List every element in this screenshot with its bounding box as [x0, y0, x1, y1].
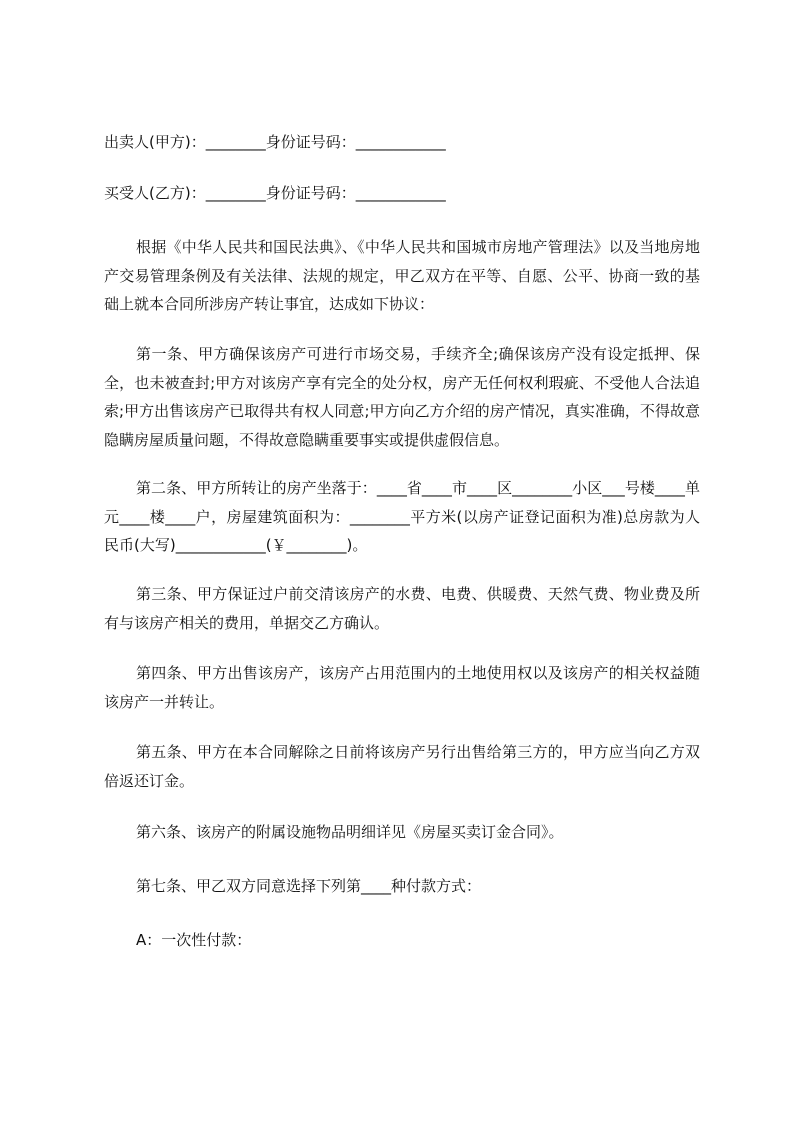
article-7-paragraph: 第七条、甲乙双方同意选择下列第____种付款方式： — [136, 877, 482, 895]
article-6-paragraph: 第六条、该房产的附属设施物品明细详见《房屋买卖订金合同》。 — [136, 823, 564, 841]
option-a-line: A：一次性付款： — [136, 931, 252, 949]
article-4-paragraph: 第四条、甲方出售该房产，该房产占用范围内的土地使用权以及该房产的相关权益随该房产一并转让。 — [104, 664, 700, 711]
seller-line: 出卖人(甲方)：________身份证号码：____________ — [104, 133, 446, 151]
article-3-paragraph: 第三条、甲方保证过户前交清该房产的水费、电费、供暖费、天然气费、物业费及所有与该房产相关的费用，单据交乙方确认。 — [104, 585, 700, 632]
buyer-line: 买受人(乙方)：________身份证号码：____________ — [104, 184, 446, 202]
article-5-paragraph: 第五条、甲方在本合同解除之日前将该房产另行出售给第三方的，甲方应当向乙方双倍返还订金。 — [104, 743, 700, 790]
preamble-paragraph: 根据《中华人民共和国民法典》、《中华人民共和国城市房地产管理法》以及当地房地产交易管理条例及有关法律、法规的规定，甲乙双方在平等、自愿、公平、协商一致的基础上就本合同所涉房产转让事宜，达成如下协议： — [104, 238, 700, 313]
article-2-paragraph: 第二条、甲方所转让的房产坐落于：____省____市____区________小区___号楼____单元____楼____户，房屋建筑面积为：________平方米(以房产证登记面积为准)总房款为人民币(大写)____________(￥________)。 — [104, 479, 700, 554]
article-1-paragraph: 第一条、甲方确保该房产可进行市场交易，手续齐全;确保该房产没有设定抵押、保全，也未被查封;甲方对该房产享有完全的处分权，房产无任何权利瑕疵、不受他人合法追索;甲方出售该房产已取得共有权人同意;甲方向乙方介绍的房产情况，真实准确，不得故意隐瞒房屋质量问题，不得故意隐瞒重要事实或提供虚假信息。 — [104, 345, 700, 449]
